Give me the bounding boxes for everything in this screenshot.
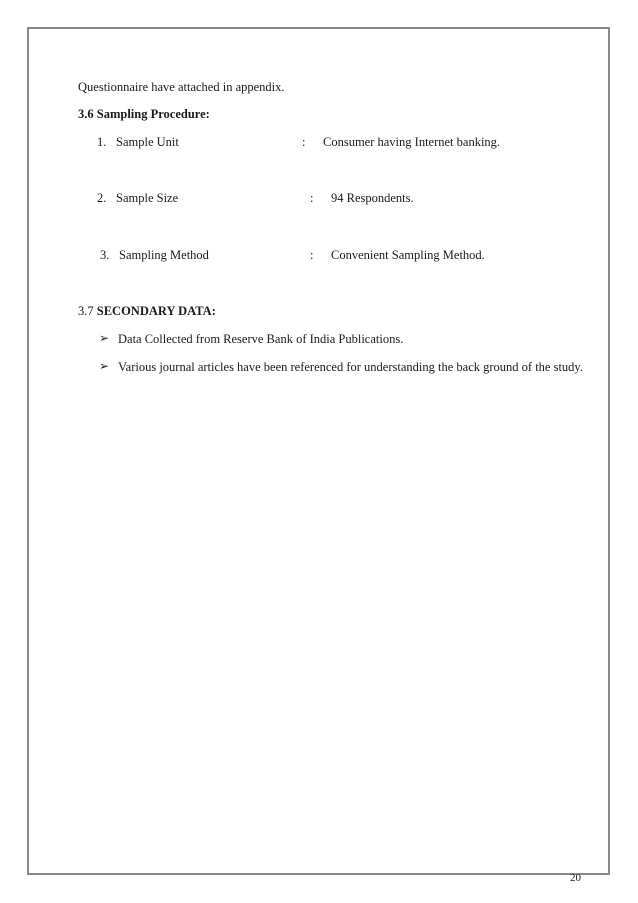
sampling-item-1-label: Sample Unit	[116, 135, 179, 149]
sampling-item-1-colon: :	[302, 135, 306, 149]
sampling-item-2-label: Sample Size	[116, 191, 179, 205]
sampling-item-3-label: Sampling Method	[119, 248, 209, 262]
arrow-bullet-icon: ➢	[99, 359, 110, 373]
secondary-bullet-2: Various journal articles have been referenced for understanding the back ground of the study.	[118, 360, 583, 374]
sampling-item-2-number: 2.	[97, 191, 107, 205]
sampling-item-1-value: Consumer having Internet banking.	[323, 135, 501, 149]
sampling-item-2-colon: :	[310, 191, 314, 205]
sampling-item-1-number: 1.	[97, 135, 107, 149]
page-number: 20	[570, 872, 581, 884]
secondary-bullet-1: Data Collected from Reserve Bank of India Publications.	[118, 332, 404, 346]
secondary-heading	[78, 304, 216, 319]
page-border	[27, 27, 610, 875]
sampling-item-3-number: 3.	[100, 248, 110, 262]
secondary-heading-prefix: 3.7	[78, 304, 97, 318]
sampling-item-3-colon: :	[310, 248, 314, 262]
sampling-item-3-value: Convenient Sampling Method.	[331, 248, 485, 262]
intro-text: Questionnaire have attached in appendix.	[78, 80, 285, 94]
sampling-heading: 3.6 Sampling Procedure:	[78, 107, 210, 121]
sampling-item-2-value: 94 Respondents.	[331, 191, 414, 205]
secondary-heading-title: SECONDARY DATA:	[96, 304, 216, 318]
arrow-bullet-icon: ➢	[99, 331, 110, 345]
